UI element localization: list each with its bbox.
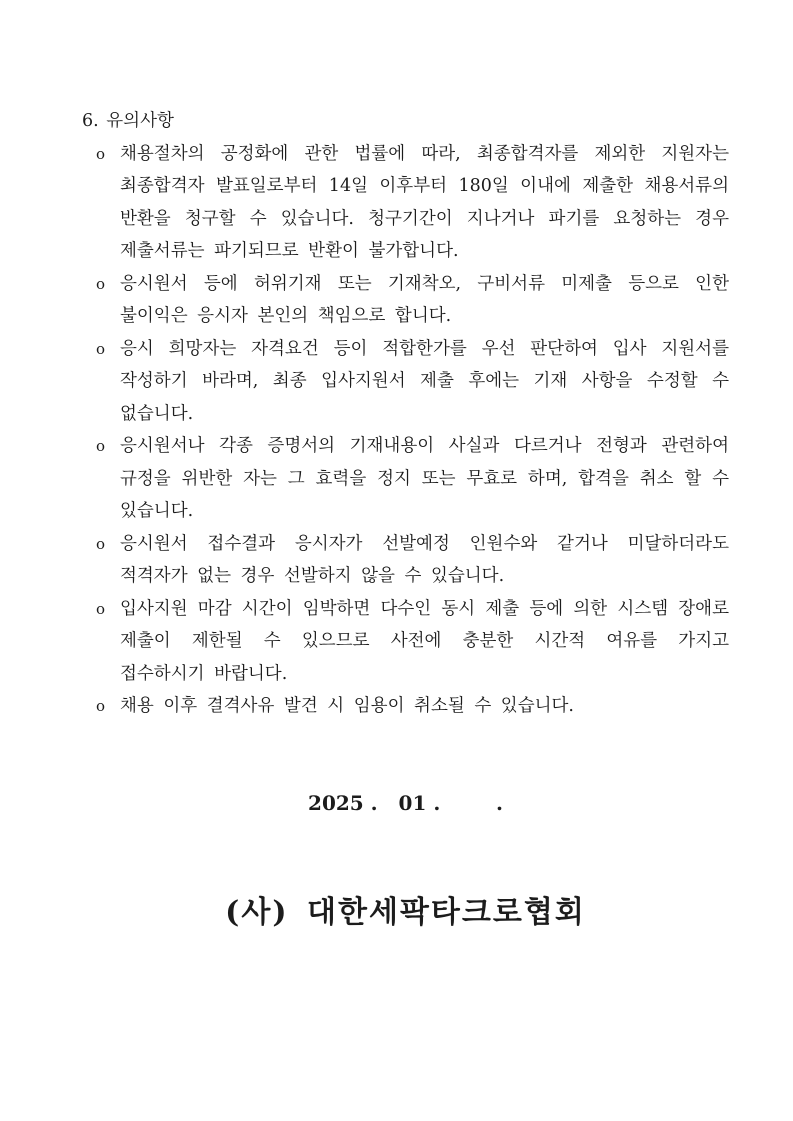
section-heading: 6. 유의사항 <box>82 111 174 131</box>
note-text: 채용절차의 공정화에 관한 법률에 따라, 최종합격자를 제외한 지원자는 최종합격자 발표일로부터 14일 이후부터 180일 이내에 제출한 채용서류의 반환을 청구할 수 있습니다. 청구기간이 지나거나 파기를 요청하는 경우 제출서류는 파기되므로 반환이 불가합니다. <box>120 143 729 261</box>
note-item <box>82 690 729 723</box>
note-text: 응시원서 등에 허위기재 또는 기재착오, 구비서류 미제출 등으로 인한 불이익은 응시자 본인의 책임으로 합니다. <box>120 273 729 326</box>
note-item <box>82 430 729 528</box>
bullet-marker-icon: o <box>96 697 106 715</box>
note-text: 채용 이후 결격사유 발견 시 임용이 취소될 수 있습니다. <box>120 696 574 716</box>
bullet-marker-icon: o <box>96 437 106 455</box>
bullet-marker-icon: o <box>96 599 106 618</box>
note-item <box>82 528 729 593</box>
bullet-marker-icon: o <box>96 274 106 293</box>
note-item <box>82 333 729 431</box>
note-item <box>82 138 729 268</box>
note-text: 응시 희망자는 자격요건 등이 적합한가를 우선 판단하여 입사 지원서를 작성하기 바라며, 최종 입사지원서 제출 후에는 기재 사항을 수정할 수 없습니다. <box>120 338 729 424</box>
note-text: 응시원서 접수결과 응시자가 선발예정 인원수와 같거나 미달하더라도 적격자가 없는 경우 선발하지 않을 수 있습니다. <box>120 533 729 586</box>
bullet-marker-icon: o <box>96 339 106 358</box>
bullet-marker-icon: o <box>96 534 106 553</box>
bullet-marker-icon: o <box>96 144 106 163</box>
organization-name: (사) 대한세팍타크로협회 <box>225 894 586 930</box>
note-item <box>82 593 729 691</box>
note-text: 응시원서나 각종 증명서의 기재내용이 사실과 다르거나 전형과 관련하여 규정을 위반한 자는 그 효력을 정지 또는 무효로 하며, 합격을 취소 할 수 있습니다. <box>120 436 729 521</box>
note-text: 입사지원 마감 시간이 임박하면 다수인 동시 제출 등에 의한 시스템 장애로 제출이 제한될 수 있으므로 사전에 충분한 시간적 여유를 가지고 접수하시기 바랍니다. <box>120 598 729 684</box>
notes-list <box>82 138 729 723</box>
date-line: 2025 . 01 . . <box>308 790 503 815</box>
note-item <box>82 268 729 333</box>
